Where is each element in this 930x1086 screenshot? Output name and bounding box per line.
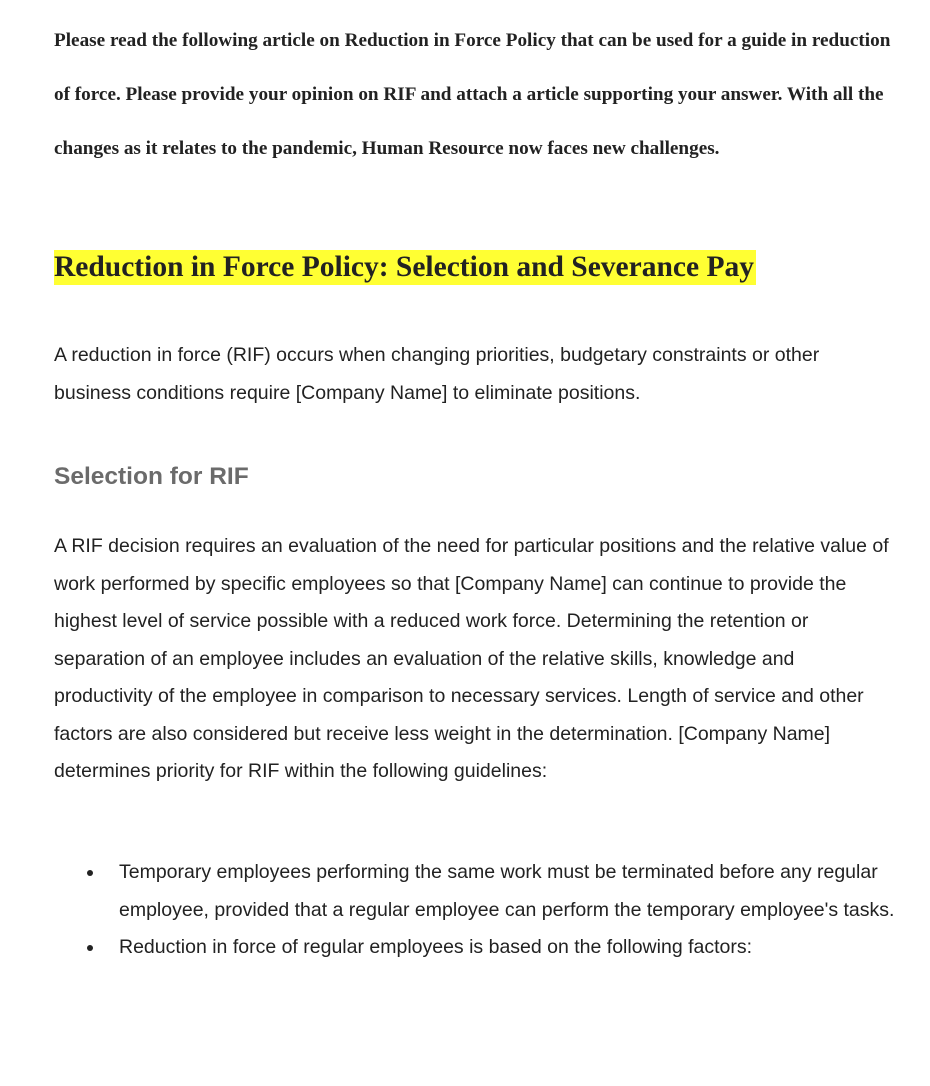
document-body: [54, 0, 904, 958]
article-title: [54, 247, 756, 287]
bullet-icon: [87, 870, 93, 876]
selection-paragraph: A RIF decision requires an evaluation of the need for particular positions and the relative value of work performed by specific employees so that [Company Name] can continue to provide the highest level of service possible with a reduced work force. Determining the retention or separation of an employee includes an evaluation of the relative skills, knowledge and productivity of the employee in comparison to necessary services. Length of service and other factors are also considered but receive less weight in the determination. [Company Name] determines priority for RIF within the following guidelines:: [54, 535, 889, 782]
list-item: [54, 854, 904, 929]
list-item-text: Temporary employees performing the same work must be terminated before any regular employee, provided that a regular employee can perform the temporary employee's tasks.: [119, 861, 895, 921]
rif-definition-paragraph: A reduction in force (RIF) occurs when changing priorities, budgetary constraints or other business conditions require [Company Name] to eliminate positions.: [54, 344, 820, 404]
guidelines-list: [54, 854, 904, 967]
bullet-icon: [87, 945, 93, 951]
section-heading-selection: Selection for RIF: [54, 463, 249, 490]
title-highlight: Reduction in Force Policy: Selection and Severance Pay: [54, 251, 754, 283]
assignment-instructions: Please read the following article on Reduction in Force Policy that can be used for a guide in reduction of force. Please provide your opinion on RIF and attach a article supporting your answer. With all the changes as it relates to the pandemic, Human Resource now faces new challenges.: [54, 30, 891, 159]
list-item: [54, 929, 904, 967]
list-item-text: Reduction in force of regular employees is based on the following factors:: [119, 936, 753, 958]
